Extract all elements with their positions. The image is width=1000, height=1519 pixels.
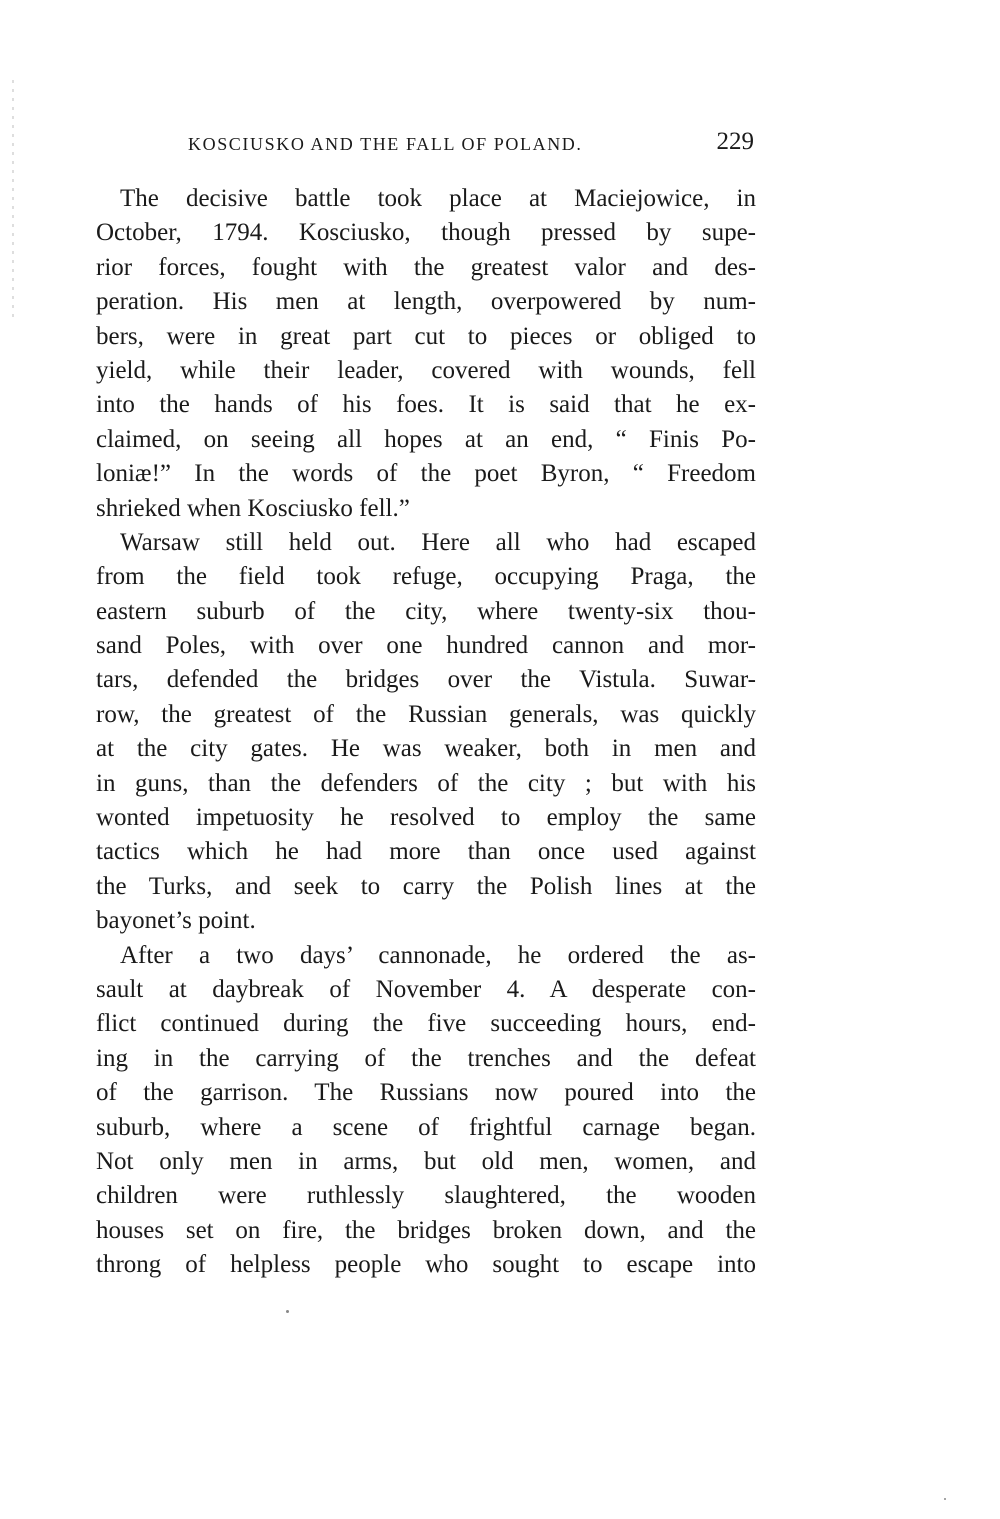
body-text [96, 182, 756, 1283]
running-head [96, 128, 756, 168]
text-line: ing in the carrying of the trenches and the defeat [96, 1044, 756, 1072]
text-line: yield, while their leader, covered with wounds, fell [96, 356, 756, 384]
text-line: eastern suburb of the city, where twenty-six thou- [96, 597, 756, 625]
text-line: After a two days’ cannonade, he ordered the as- [120, 941, 756, 969]
scan-speck [286, 1310, 289, 1313]
running-title: KOSCIUSKO AND THE FALL OF POLAND. [188, 134, 583, 154]
text-line: bers, were in great part cut to pieces or obliged to [96, 322, 756, 350]
text-line: from the field took refuge, occupying Praga, the [96, 563, 756, 591]
text-line: the Turks, and seek to carry the Polish lines at the [96, 872, 756, 900]
text-line: rior forces, fought with the greatest valor and des- [96, 253, 756, 281]
text-line: houses set on fire, the bridges broken down, and the [96, 1216, 756, 1244]
text-line: October, 1794. Kosciusko, though pressed by supe- [96, 219, 756, 247]
text-line: loniæ!” In the words of the poet Byron, “ Freedom [96, 460, 756, 488]
text-line: tactics which he had more than once used against [96, 838, 756, 866]
text-line: wonted impetuosity he resolved to employ the same [96, 804, 756, 832]
text-line: children were ruthlessly slaughtered, the wooden [96, 1182, 756, 1210]
text-line: tars, defended the bridges over the Vistula. Suwar- [96, 666, 756, 694]
text-line: bayonet’s point. [96, 907, 256, 935]
text-line: in guns, than the defenders of the city ; but with his [96, 769, 756, 797]
text-line: shrieked when Kosciusko fell.” [96, 494, 410, 522]
text-line: into the hands of his foes. It is said that he ex- [96, 391, 756, 419]
scan-speck [944, 1498, 946, 1500]
text-line: of the garrison. The Russians now poured into the [96, 1079, 756, 1107]
text-line: row, the greatest of the Russian generals, was quickly [96, 700, 756, 728]
text-line: suburb, where a scene of frightful carnage began. [96, 1113, 756, 1141]
text-line: claimed, on seeing all hopes at an end, “ Finis Po- [96, 425, 756, 453]
text-line: The decisive battle took place at Maciejowice, in [120, 185, 756, 212]
text-line: Not only men in arms, but old men, women, and [96, 1147, 756, 1175]
text-line: Warsaw still held out. Here all who had escaped [120, 528, 756, 556]
text-line: peration. His men at length, overpowered by num- [96, 288, 756, 316]
text-line: sault at daybreak of November 4. A desperate con- [96, 975, 756, 1003]
page-number: 229 [716, 128, 754, 155]
text-line: sand Poles, with over one hundred cannon and mor- [96, 632, 756, 660]
text-line: throng of helpless people who sought to escape into [96, 1251, 756, 1279]
text-line: at the city gates. He was weaker, both in men and [96, 735, 756, 763]
scan-edge-mark [12, 80, 14, 320]
text-line: flict continued during the five succeeding hours, end- [96, 1010, 756, 1038]
